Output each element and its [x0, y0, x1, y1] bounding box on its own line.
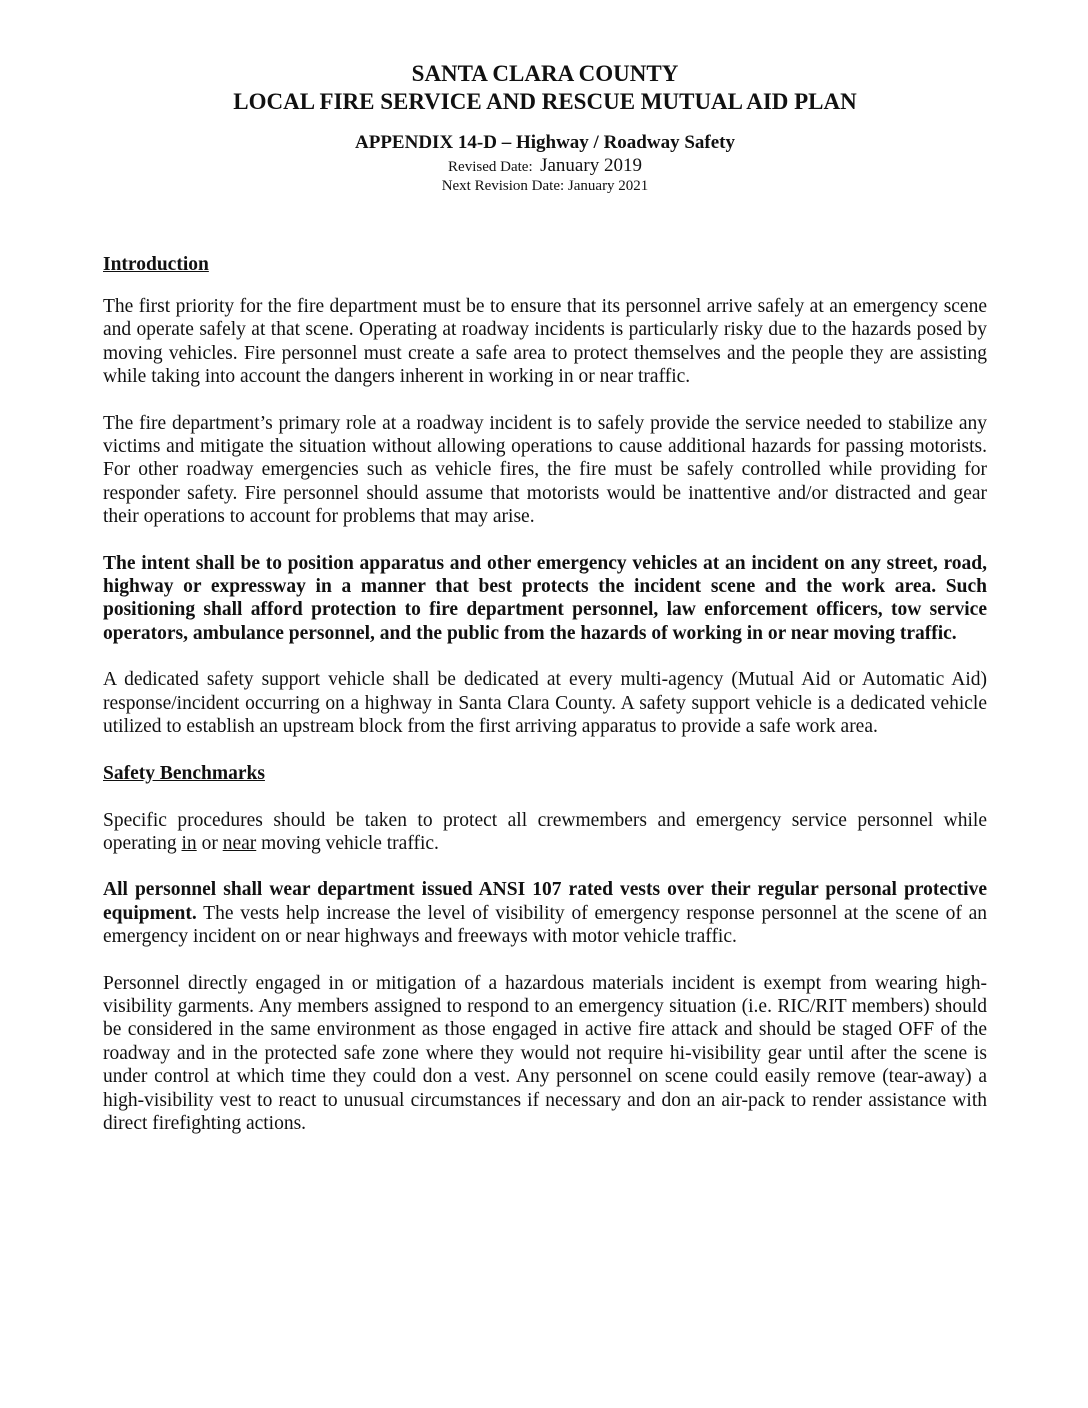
section-heading-introduction: Introduction: [103, 254, 209, 275]
intro-paragraph-3-intent: The intent shall be to position apparatus and other emergency vehicles at an incident on any street, road, highway or expressway in a manner that best protects the incident scene and the work area. Such positioning shall afford protection to fire department personnel, law enforcement officers, tow service operators, ambulance personnel, and the public from the hazards of working in or near moving traffic.: [103, 552, 987, 644]
revised-label: Revised Date:: [448, 159, 533, 175]
benchmarks-paragraph-3: Personnel directly engaged in or mitigation of a hazardous materials incident is exempt from wearing high-visibility garments. Any members assigned to respond to an emergency situation (i.e. RIC/RIT members) should be considered in the same environment as those engaged in active fire attack and should be staged OFF of the roadway and in the protected safe zone where they would not require hi-visibility gear until after the scene is under control at which time they could don a vest. Any personnel on scene could easily remove (tear-away) a high-visibility vest to react to unusual circumstances if necessary and don an air-pack to render assistance with direct firefighting actions.: [103, 972, 987, 1134]
revised-date-line: [103, 156, 987, 177]
benchmarks-p1-or: or: [196, 832, 223, 854]
appendix-title: APPENDIX 14-D – Highway / Roadway Safety: [355, 132, 735, 153]
document-page: [103, 60, 987, 1135]
intro-paragraph-4: A dedicated safety support vehicle shall be dedicated at every multi-agency (Mutual Aid or Automatic Aid) response/incident occurring on a highway in Santa Clara County. A safety support vehicle is a dedicated vehicle utilized to establish an upstream block from the first arriving apparatus to provide a safe work area.: [103, 669, 987, 738]
benchmarks-p1-near: near: [222, 832, 257, 854]
revised-date: January 2019: [540, 155, 642, 176]
benchmarks-p1-start: Specific procedures should be taken to protect all crewmembers and emergency service personnel while operating: [103, 809, 987, 854]
benchmarks-paragraph-2: [103, 878, 987, 948]
benchmarks-p2-bold: All personnel shall wear department issued ANSI 107 rated vests over their regular personal protective equipment.: [103, 879, 987, 924]
next-revision-date: Next Revision Date: January 2021: [441, 178, 649, 194]
document-title-line1: SANTA CLARA COUNTY: [411, 61, 679, 86]
benchmarks-p1-end: moving vehicle traffic.: [256, 832, 439, 854]
intro-paragraph-2: The fire department’s primary role at a roadway incident is to safely provide the service needed to stabilize any victims and mitigate the situation without allowing operations to cause additional hazards for passing motorists. For other roadway emergencies such as vehicle fires, the fire must be safely controlled while providing for responder safety. Fire personnel should assume that motorists would be inattentive and/or distracted and gear their operations to account for problems that may arise.: [103, 412, 987, 528]
document-title-line2: LOCAL FIRE SERVICE AND RESCUE MUTUAL AID PLAN: [233, 89, 857, 114]
section-heading-safety-benchmarks: Safety Benchmarks: [103, 762, 265, 784]
intro-paragraph-1: The first priority for the fire department must be to ensure that its personnel arrive safely at an emergency scene and operate safely at that scene. Operating at roadway incidents is particularly risky due to the hazards posed by moving vehicles. Fire personnel must create a safe area to protect themselves and the people they are assisting while taking into account the dangers inherent in working in or near traffic.: [103, 296, 987, 388]
benchmarks-p2-rest: The vests help increase the level of visibility of emergency response personnel at the scene of an emergency incident on or near highways and freeways with motor vehicle traffic.: [103, 902, 987, 948]
benchmarks-p1-in: in: [181, 832, 197, 854]
benchmarks-paragraph-1: [103, 809, 987, 856]
